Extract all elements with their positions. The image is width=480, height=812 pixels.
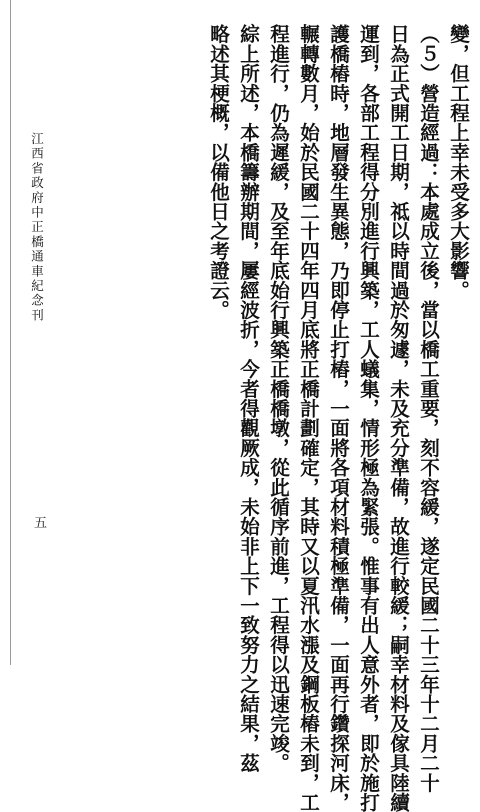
binding-edge-line <box>10 0 11 665</box>
text-column-2: （５）營造經過：本處成立後，當以橋工重要，刻不容緩，遂定民國二十三年十二月二十 <box>417 24 440 793</box>
text-column-7: 程進行，仍為遲緩，及至年底始行興築正橋橋墩，從此循序前進，工程得以迅速完竣。 <box>267 24 290 773</box>
text-column-8: 綜上所述，本橋籌辦期間，屢經波折，今者得觀厥成，未始非上下一致努力之結果，茲 <box>237 24 260 773</box>
text-column-9: 略述其梗概，以備他日之考證云。 <box>207 24 230 320</box>
text-column-3: 日為正式開工日期，祗以時間過於匆遽，未及充分準備，故進行較緩；嗣幸材料及傢具陸續 <box>387 24 410 812</box>
text-column-6: 輾轉數月，始於民國二十四年四月底將正橋計劃確定，其時又以夏汛水漲及鋼板樁未到，工 <box>297 24 320 812</box>
text-column-1: 變，但工程上幸未受多大影響。 <box>447 24 470 300</box>
page-number: 五 <box>34 516 48 531</box>
running-title: 江西省政府中正橋通車紀念刊 <box>29 132 45 324</box>
text-column-4: 運到，各部工程得分別進行興築，工人蟻集，情形極為緊張。惟事有出人意外者，即於施打 <box>357 24 380 812</box>
text-column-5: 護橋樁時，地層發生異態，乃即停止打樁，一面將各項材料積極準備，一面再行鑽探河床， <box>327 24 350 812</box>
